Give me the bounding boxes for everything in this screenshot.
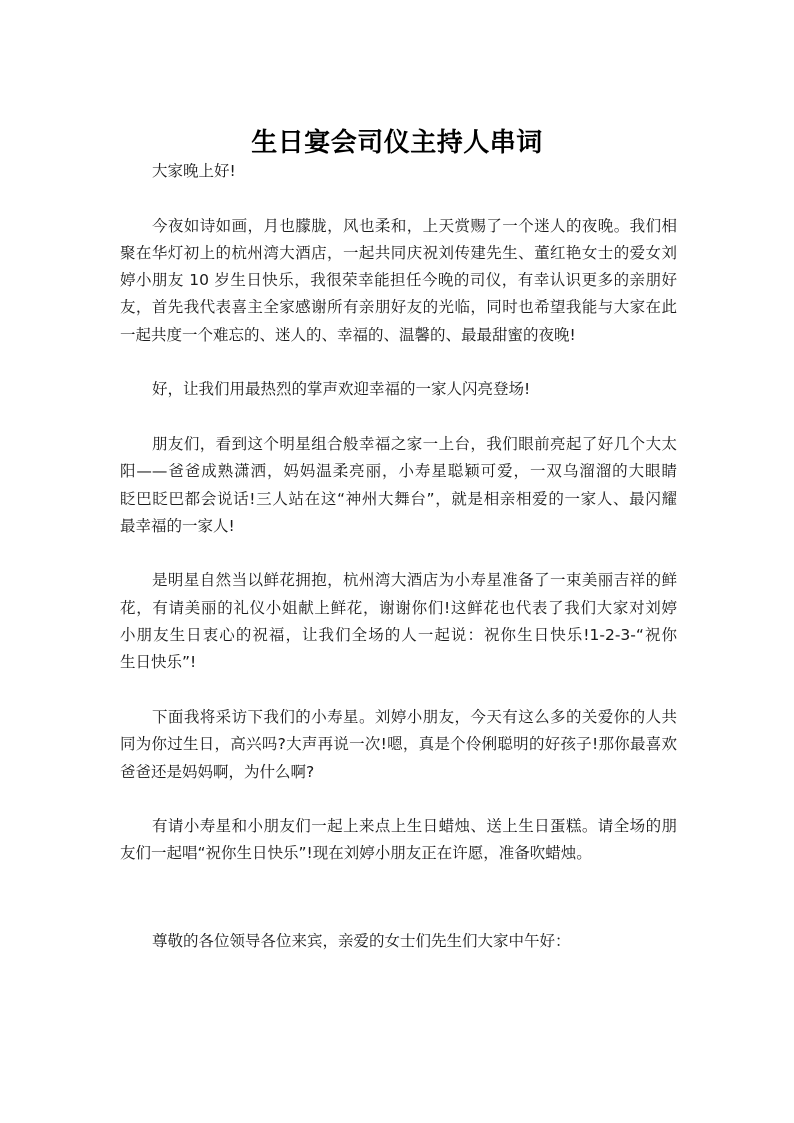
paragraph-candles — [120, 813, 677, 868]
paragraph-line: 阳——爸爸成熟潇洒，妈妈温柔亮丽，小寿星聪颖可爱，一双乌溜溜的大眼睛 — [120, 462, 677, 481]
paragraph-line: 今夜如诗如画，月也朦胧，风也柔和，上天赏赐了一个迷人的夜晚。我们相 — [152, 216, 677, 235]
document-body — [120, 158, 677, 982]
paragraph-opening — [120, 213, 677, 349]
paragraph-line: 友，首先我代表喜主全家感谢所有亲朋好友的光临，同时也希望我能与大家在此 — [120, 298, 677, 317]
paragraph-flowers — [120, 567, 677, 676]
paragraph-line: 是明星自然当以鲜花拥抱，杭州湾大酒店为小寿星准备了一束美丽吉祥的鲜 — [152, 571, 677, 590]
paragraph-line: 爸爸还是妈妈啊，为什么啊? — [120, 762, 315, 781]
paragraph-greeting — [120, 158, 677, 185]
paragraph-line: 小朋友生日衷心的祝福，让我们全场的人一起说：祝你生日快乐!1-2-3-“祝你 — [120, 626, 677, 645]
paragraph-noon-greeting — [120, 928, 677, 955]
paragraph-line: 最幸福的一家人! — [120, 516, 235, 535]
paragraph-line: 聚在华灯初上的杭州湾大酒店，一起共同庆祝刘传建先生、董红艳女士的爱女刘 — [120, 243, 677, 262]
paragraph-line: 好，让我们用最热烈的掌声欢迎幸福的一家人闪亮登场! — [152, 380, 531, 399]
paragraph-line: 大家晚上好! — [152, 162, 236, 180]
paragraph-family-praise — [120, 431, 677, 540]
paragraph-line: 眨巴眨巴都会说话!三人站在这“神州大舞台”，就是相亲相爱的一家人、最闪耀 — [120, 489, 677, 508]
document-title: 生日宴会司仪主持人串词 — [251, 128, 543, 159]
paragraph-line: 友们一起唱“祝你生日快乐”!现在刘婷小朋友正在许愿，准备吹蜡烛。 — [120, 844, 592, 863]
paragraph-line: 一起共度一个难忘的、迷人的、幸福的、温馨的、最最甜蜜的夜晚! — [120, 325, 576, 344]
paragraph-line: 有请小寿星和小朋友们一起上来点上生日蜡烛、送上生日蛋糕。请全场的朋 — [152, 817, 677, 836]
paragraph-interview — [120, 704, 677, 786]
paragraph-line: 生日快乐”! — [120, 653, 197, 672]
paragraph-line: 下面我将采访下我们的小寿星。刘婷小朋友，今天有这么多的关爱你的人共 — [152, 707, 677, 726]
paragraph-welcome-family — [120, 376, 677, 403]
paragraph-line: 同为你过生日，高兴吗?大声再说一次!嗯，真是个伶俐聪明的好孩子!那你最喜欢 — [120, 735, 677, 754]
paragraph-line: 婷小朋友 10 岁生日快乐，我很荣幸能担任今晚的司仪，有幸认识更多的亲朋好 — [120, 271, 677, 290]
paragraph-line: 尊敬的各位领导各位来宾，亲爱的女士们先生们大家中午好： — [152, 931, 571, 950]
paragraph-line: 花，有请美丽的礼仪小姐献上鲜花，谢谢你们!这鲜花也代表了我们大家对刘婷 — [120, 598, 677, 617]
paragraph-line: 朋友们，看到这个明星组合般幸福之家一上台，我们眼前亮起了好几个大太 — [152, 434, 677, 453]
